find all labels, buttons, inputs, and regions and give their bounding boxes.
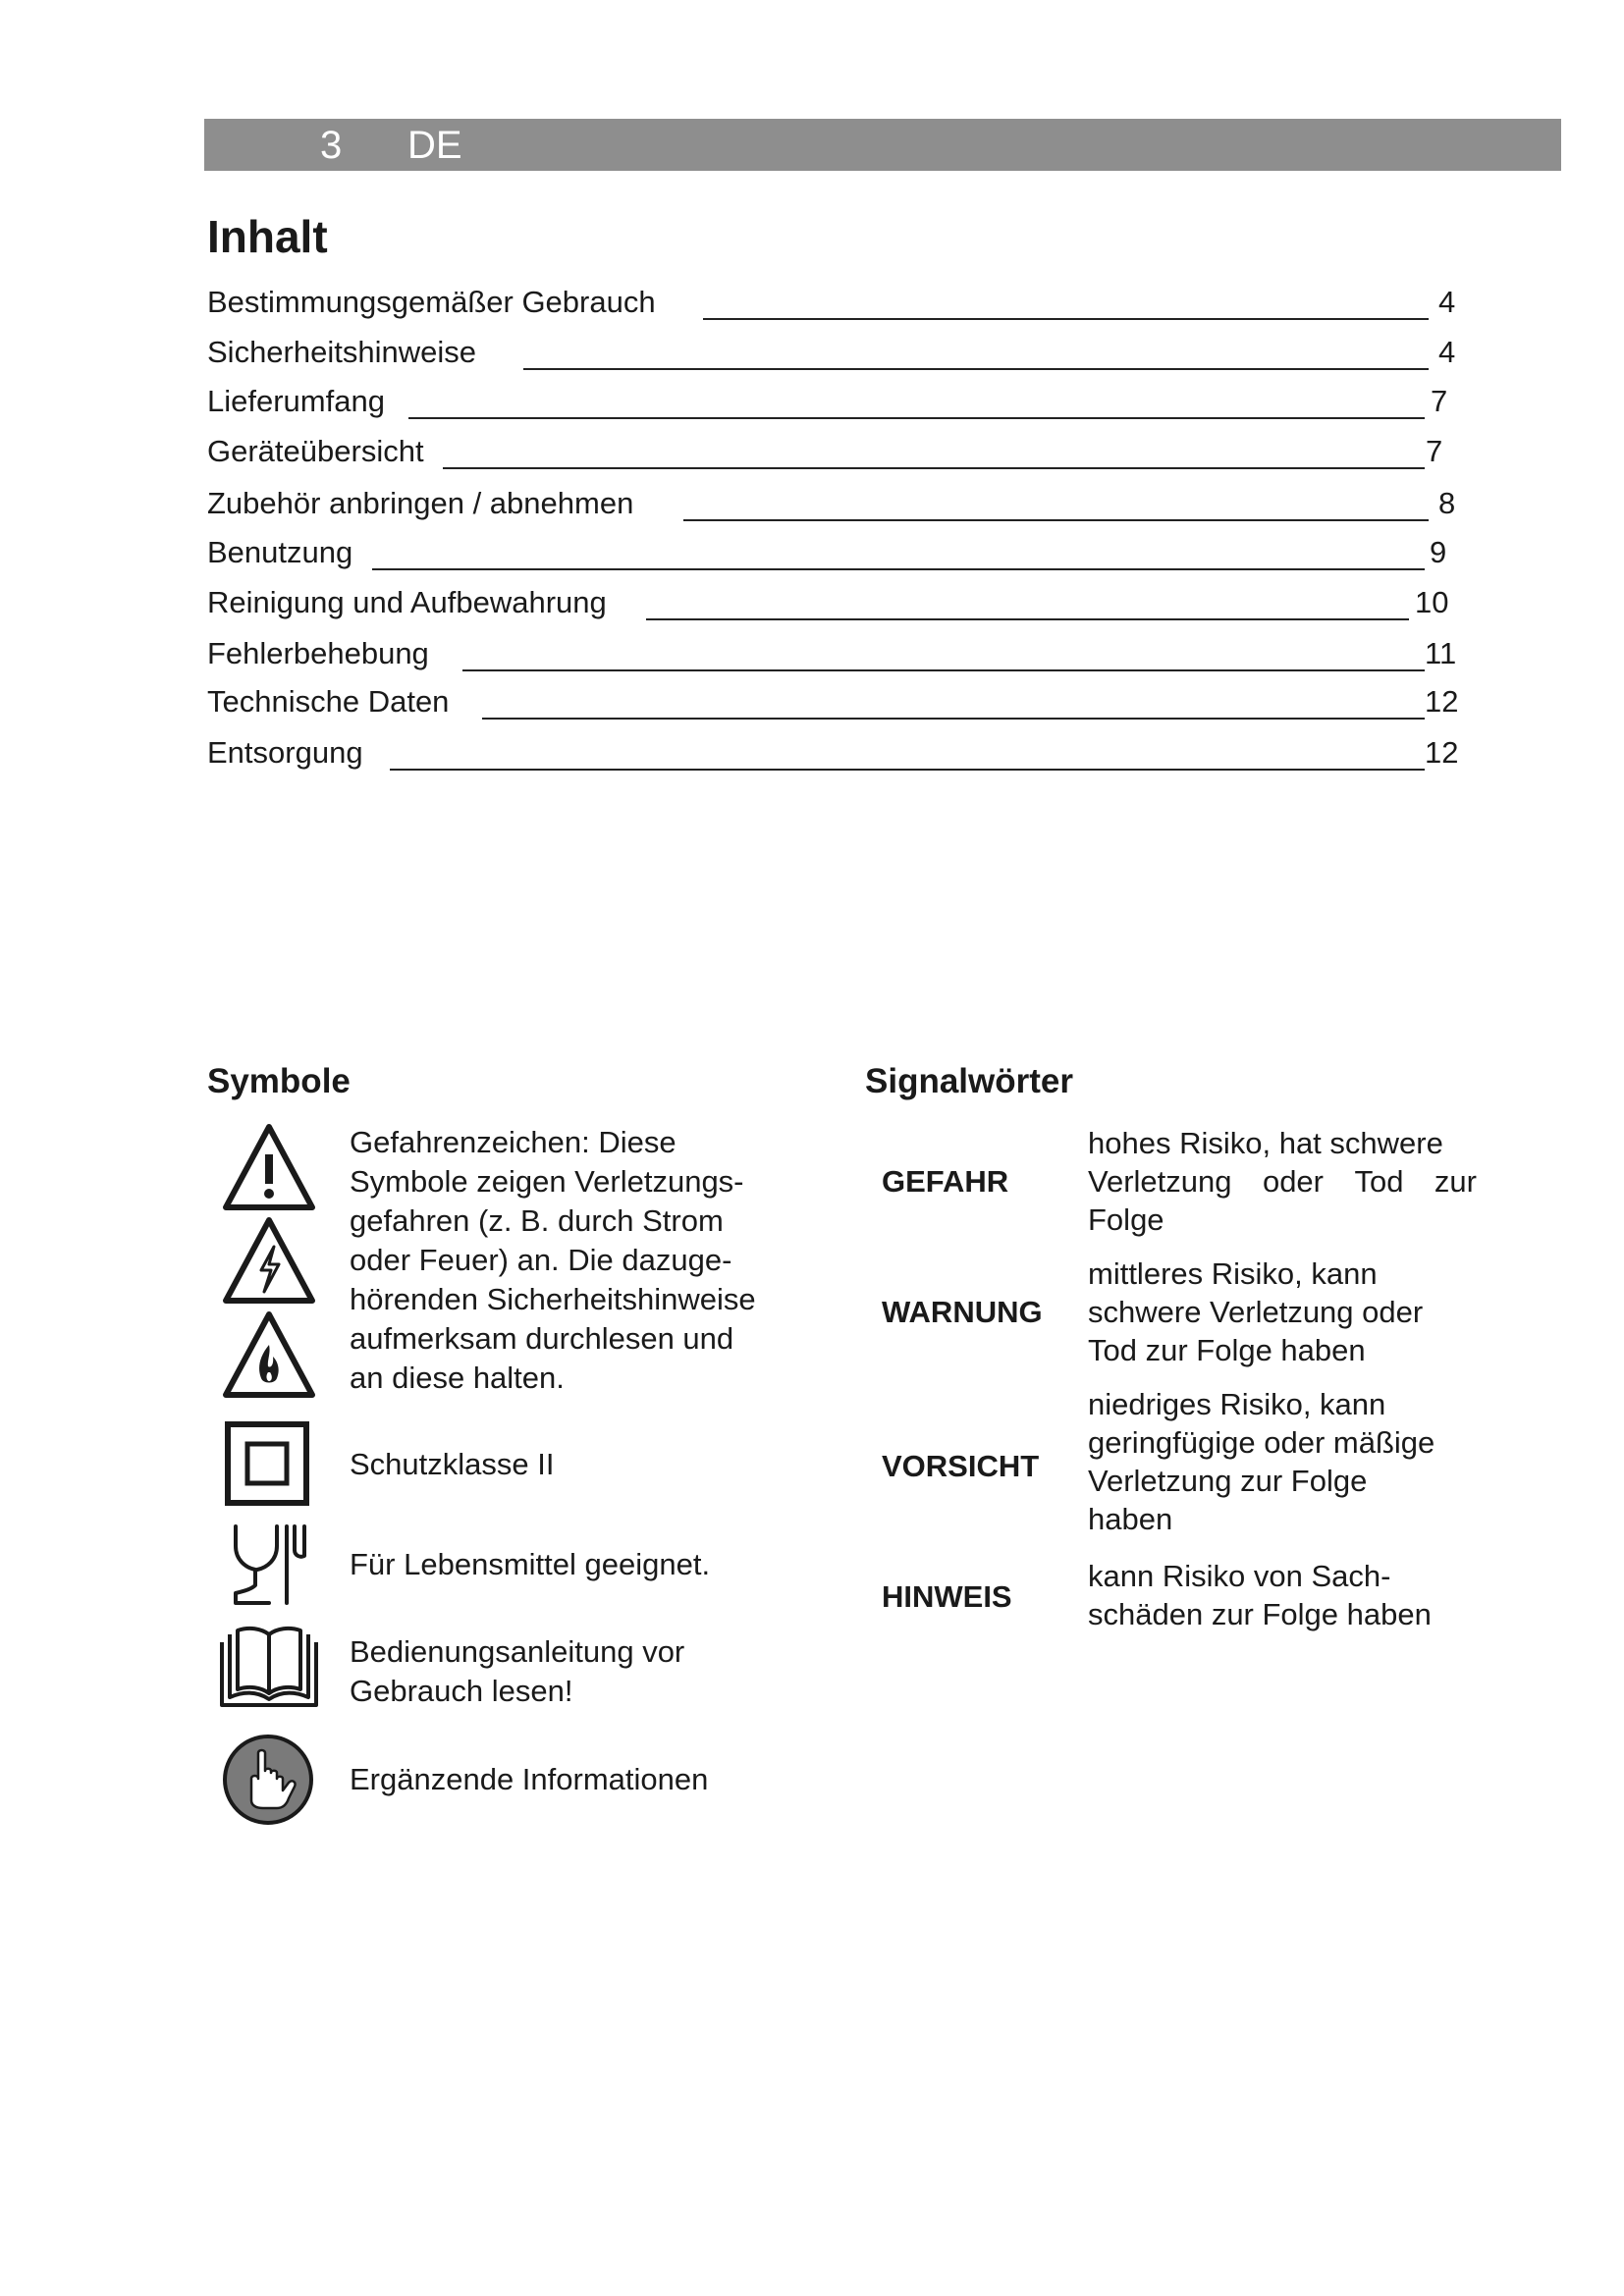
toc-leader-line — [443, 467, 1425, 469]
description-line: gefahren (z. B. durch Strom — [350, 1203, 724, 1238]
toc-entry[interactable] — [207, 735, 1459, 774]
description-line — [1088, 1162, 1477, 1201]
description-line: oder Feuer) an. Die dazuge- — [350, 1243, 732, 1277]
toc-entry-label: Fehlerbehebung — [207, 636, 429, 670]
toc-entry-page: 4 — [1438, 335, 1456, 369]
toc-entry[interactable] — [207, 335, 1454, 374]
description-line: Gebrauch lesen! — [350, 1674, 573, 1708]
toc-entry-page: 12 — [1425, 735, 1459, 770]
protection-class-ii-icon — [224, 1420, 310, 1507]
description-line: schwere Verletzung oder — [1088, 1295, 1424, 1329]
toc-entry-page: 7 — [1426, 434, 1443, 468]
description-line: niedriges Risiko, kann — [1088, 1387, 1386, 1421]
description-line: haben — [1088, 1502, 1173, 1536]
description-line: kann Risiko von Sach- — [1088, 1559, 1391, 1593]
toc-leader-line — [683, 519, 1429, 521]
toc-entry-label: Sicherheitshinweise — [207, 335, 476, 369]
description-line: Bedienungsanleitung vor — [350, 1634, 685, 1669]
toc-entry-label: Reinigung und Aufbewahrung — [207, 585, 607, 619]
hazard-symbol-description — [350, 1123, 756, 1398]
info-hand-icon — [222, 1734, 314, 1826]
symbols-title: Symbole — [207, 1062, 351, 1100]
toc-entry[interactable] — [207, 636, 1457, 675]
toc-entry-page: 4 — [1438, 285, 1456, 319]
toc-entry-page: 9 — [1430, 535, 1447, 569]
food-safe-label: Für Lebensmittel geeignet. — [350, 1547, 711, 1581]
toc-entry-label: Technische Daten — [207, 684, 450, 719]
description-line: Gefahrenzeichen: Diese — [350, 1125, 677, 1159]
description-line: Tod zur Folge haben — [1088, 1333, 1366, 1367]
toc-leader-line — [646, 618, 1409, 620]
toc-entry-page: 12 — [1425, 684, 1459, 719]
description-line: geringfügige oder mäßige — [1088, 1425, 1435, 1460]
toc-leader-line — [523, 368, 1429, 370]
signal-word-warning-description — [1088, 1255, 1481, 1369]
protection-class-label: Schutzklasse II — [350, 1447, 555, 1481]
food-safe-icon — [230, 1521, 312, 1611]
description-line: hohes Risiko, hat schwere — [1088, 1126, 1443, 1160]
toc-entry-page: 10 — [1415, 585, 1449, 619]
toc-leader-line — [482, 718, 1425, 720]
toc-entry[interactable] — [207, 384, 1454, 423]
toc-entry[interactable] — [207, 684, 1459, 723]
info-label: Ergänzende Informationen — [350, 1762, 709, 1796]
description-line: hörenden Sicherheitshinweise — [350, 1282, 756, 1316]
toc-entry-page: 8 — [1438, 486, 1456, 520]
toc-leader-line — [408, 417, 1425, 419]
toc-entry[interactable] — [207, 434, 1454, 473]
toc-entry-label: Entsorgung — [207, 735, 363, 770]
description-line: aufmerksam durchlesen und — [350, 1321, 734, 1356]
description-line: mittleres Risiko, kann — [1088, 1256, 1378, 1291]
warning-triangle-icon — [220, 1121, 318, 1404]
page-header-bar — [204, 119, 1561, 171]
toc-entry-label: Zubehör anbringen / abnehmen — [207, 486, 634, 520]
description-word: Verletzung — [1088, 1164, 1232, 1199]
toc-leader-line — [390, 769, 1425, 771]
toc-title: Inhalt — [207, 211, 328, 262]
description-word: Tod — [1354, 1164, 1404, 1199]
signal-word-danger-description — [1088, 1124, 1481, 1239]
manual-book-icon — [218, 1625, 320, 1709]
signal-word-caution-description — [1088, 1385, 1481, 1538]
toc-entry[interactable] — [207, 285, 1454, 324]
signal-word-warning: WARNUNG — [882, 1295, 1043, 1329]
description-line: Folge — [1088, 1202, 1164, 1237]
toc-entry-page: 7 — [1431, 384, 1448, 418]
toc-entry[interactable] — [207, 585, 1454, 624]
description-word: zur — [1434, 1164, 1477, 1199]
signal-word-notice: HINWEIS — [882, 1579, 1012, 1614]
description-word: oder — [1262, 1164, 1324, 1199]
signal-word-danger: GEFAHR — [882, 1164, 1009, 1199]
description-line: Symbole zeigen Verletzungs- — [350, 1164, 744, 1199]
description-line: Verletzung zur Folge — [1088, 1464, 1368, 1498]
toc-leader-line — [372, 568, 1425, 570]
signal-words-title: Signalwörter — [865, 1062, 1073, 1100]
language-code: DE — [407, 124, 462, 167]
toc-entry-label: Geräteübersicht — [207, 434, 424, 468]
signal-word-notice-description — [1088, 1557, 1481, 1633]
toc-entry-label: Benutzung — [207, 535, 353, 569]
toc-entry-page: 11 — [1425, 636, 1457, 670]
toc-leader-line — [462, 669, 1425, 671]
manual-description — [350, 1632, 684, 1711]
page-number: 3 — [320, 124, 343, 167]
toc-entry[interactable] — [207, 535, 1454, 574]
description-line: schäden zur Folge haben — [1088, 1597, 1432, 1631]
toc-entry-label: Lieferumfang — [207, 384, 385, 418]
toc-entry[interactable] — [207, 486, 1454, 525]
toc-entry-label: Bestimmungsgemäßer Gebrauch — [207, 285, 656, 319]
toc-leader-line — [703, 318, 1429, 320]
description-line: an diese halten. — [350, 1361, 565, 1395]
signal-word-caution: VORSICHT — [882, 1449, 1040, 1483]
